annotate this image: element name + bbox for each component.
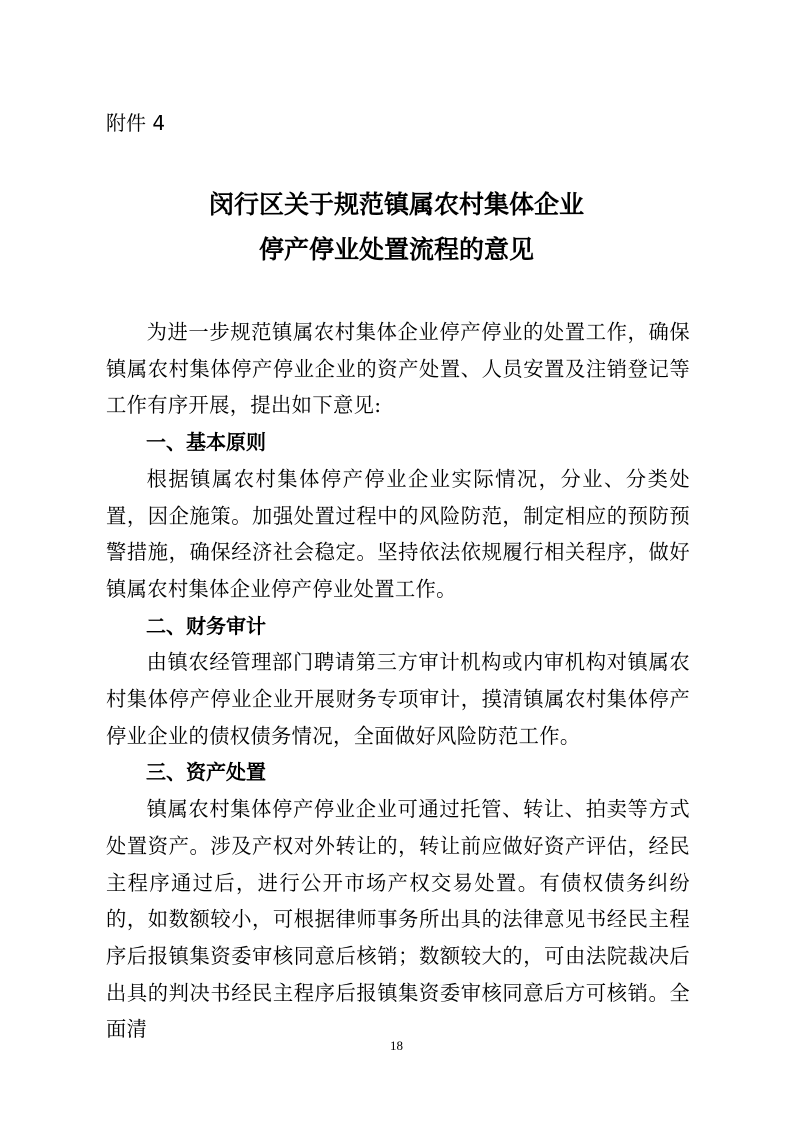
- attachment-label: 附件 4: [106, 111, 166, 135]
- document-body: [106, 314, 690, 1048]
- document-title-line-2: 停产停业处置流程的意见: [258, 235, 534, 264]
- section-paragraph-principles: 根据镇属农村集体停产停业企业实际情况，分业、分类处置，因企施策。加强处置过程中的风险防范，制定相应的预防预警措施，确保经济社会稳定。坚持依法依规履行相关程序，做好镇属农村集体企业停产停业处置工作。: [106, 466, 690, 601]
- section-paragraph-audit: 由镇农经管理部门聘请第三方审计机构或内审机构对镇属农村集体停产停业企业开展财务专项审计，摸清镇属农村集体停产停业企业的债权债务情况，全面做好风险防范工作。: [106, 650, 690, 748]
- document-title-line-1: 闵行区关于规范镇属农村集体企业: [208, 190, 584, 219]
- section-heading-asset-disposal: 三、资产处置: [146, 760, 266, 785]
- section-paragraph-asset-disposal: 镇属农村集体停产停业企业可通过托管、转让、拍卖等方式处置资产。涉及产权对外转让的，转让前应做好资产评估，经民主程序通过后，进行公开市场产权交易处置。有债权债务纠纷的，如数额较小，可根据律师事务所出具的法律意见书经民主程序后报镇集资委审核同意后核销；数额较大的，可由法院裁决后出具的判决书经民主程序后报镇集资委审核同意后方可核销。全面清: [106, 797, 690, 1042]
- page-number: 18: [390, 1038, 403, 1053]
- section-heading-audit: 二、财务审计: [146, 613, 266, 638]
- section-heading-principles: 一、基本原则: [146, 430, 266, 455]
- intro-paragraph: 为进一步规范镇属农村集体企业停产停业的处置工作，确保镇属农村集体停产停业企业的资产处置、人员安置及注销登记等工作有序开展，提出如下意见:: [106, 320, 690, 418]
